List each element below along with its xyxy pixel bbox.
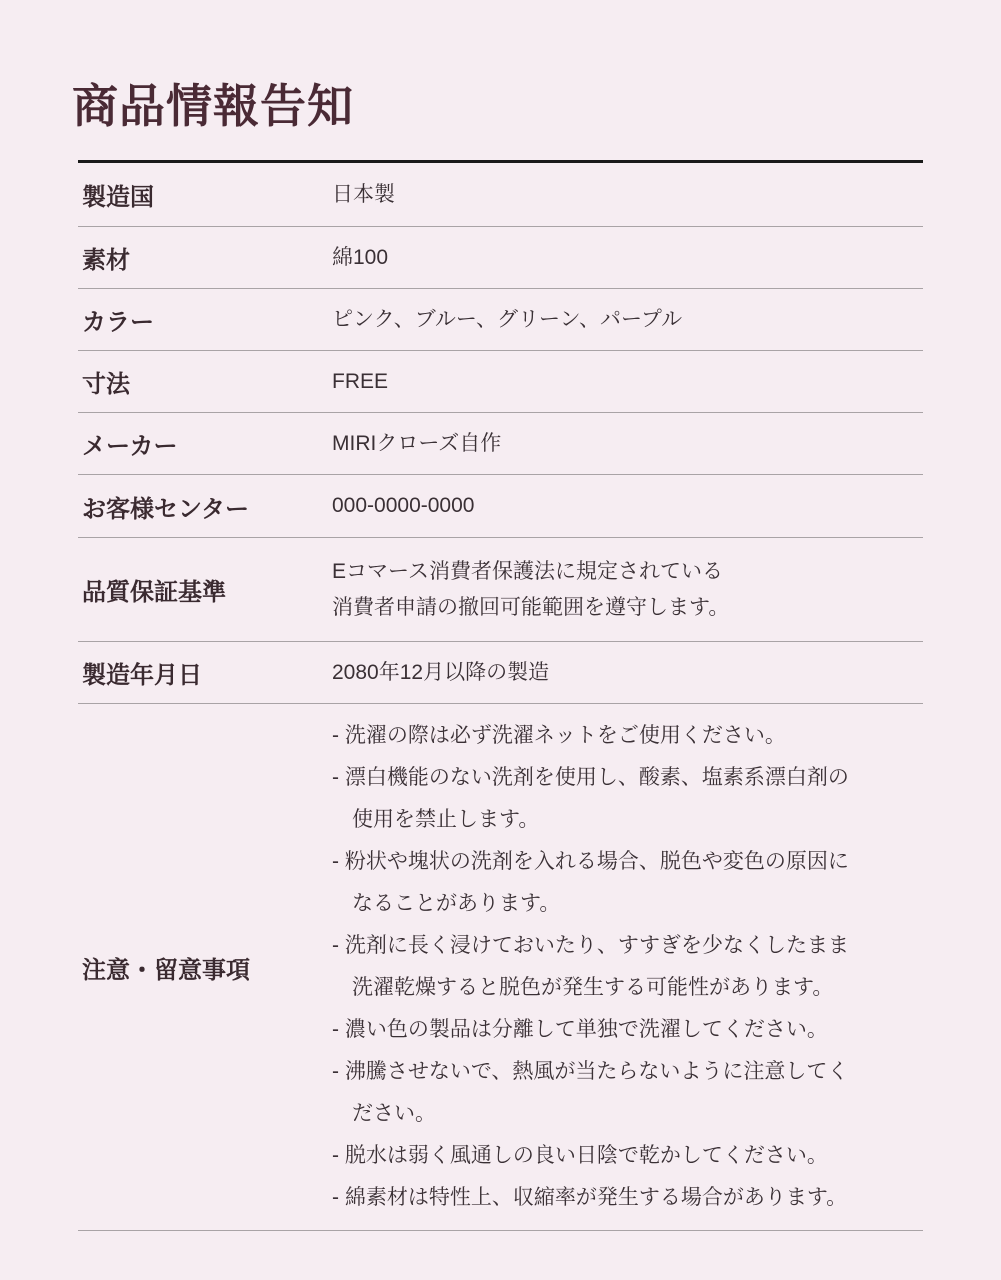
note-line: - 洗濯の際は必ず洗濯ネットをご使用ください。 — [332, 724, 786, 747]
note-item — [332, 715, 923, 757]
table-row-maker — [78, 413, 923, 475]
row-label: 注意・留意事項 — [82, 956, 250, 984]
note-line: - 粉状や塊状の洗剤を入れる場合、脱色や変色の原因に — [332, 850, 849, 873]
row-label: メーカー — [82, 433, 178, 460]
table-row-country — [78, 163, 923, 227]
value-line: FREE — [332, 369, 389, 393]
page-title: 商品情報告知 — [72, 80, 354, 132]
value-line: Eコマース消費者保護法に規定されている — [332, 559, 723, 583]
row-label: 素材 — [82, 247, 130, 274]
value-line: 2080年12月以降の製造 — [332, 660, 550, 684]
row-value — [332, 302, 923, 338]
note-item — [332, 1135, 923, 1177]
table-row-customer-center — [78, 475, 923, 538]
note-line: - 綿素材は特性上、収縮率が発生する場合があります。 — [332, 1186, 848, 1209]
note-line: - 漂白機能のない洗剤を使用し、酸素、塩素系漂白剤の — [332, 766, 849, 789]
row-label: 品質保証基準 — [82, 579, 226, 606]
table-row-notes — [78, 704, 923, 1231]
note-item — [332, 925, 923, 1009]
row-value — [332, 426, 923, 462]
note-line: - 沸騰させないで、熱風が当たらないように注意してく — [332, 1060, 849, 1083]
row-label: 製造国 — [82, 184, 154, 211]
table-row-quality — [78, 538, 923, 642]
table-row-manufacture-date — [78, 642, 923, 704]
note-item — [332, 1177, 923, 1219]
row-value — [332, 554, 923, 626]
row-label: 寸法 — [82, 371, 130, 398]
notes-list — [332, 707, 923, 1227]
product-info-table — [78, 160, 923, 1231]
row-value — [332, 240, 923, 276]
row-value — [332, 177, 923, 213]
row-value — [332, 364, 923, 400]
note-line: 洗濯乾燥すると脱色が発生する可能性があります。 — [352, 976, 834, 999]
note-line: - 洗剤に長く浸けておいたり、すすぎを少なくしたまま — [332, 934, 850, 957]
row-value — [332, 488, 923, 524]
note-line: - 脱水は弱く風通しの良い日陰で乾かしてください。 — [332, 1144, 828, 1167]
table-row-material — [78, 227, 923, 289]
table-row-color — [78, 289, 923, 351]
value-line: 消費者申請の撤回可能範囲を遵守します。 — [332, 595, 730, 619]
note-item — [332, 1009, 923, 1051]
note-line: - 濃い色の製品は分離して単独で洗濯してください。 — [332, 1018, 828, 1041]
value-line: ピンク、ブルー、グリーン、パープル — [332, 307, 683, 331]
row-label: お客様センター — [82, 495, 250, 523]
table-row-size — [78, 351, 923, 413]
note-line: ださい。 — [352, 1102, 436, 1125]
row-value — [332, 655, 923, 691]
note-line: なることがあります。 — [352, 892, 561, 915]
note-item — [332, 757, 923, 841]
value-line: 000-0000-0000 — [332, 494, 475, 517]
value-line: 日本製 — [332, 182, 395, 206]
note-line: 使用を禁止します。 — [352, 808, 540, 831]
value-line: 綿100 — [332, 245, 389, 269]
value-line: MIRIクローズ自作 — [332, 431, 502, 455]
row-label: カラー — [82, 309, 154, 336]
row-label: 製造年月日 — [82, 662, 202, 689]
note-item — [332, 841, 923, 925]
note-item — [332, 1051, 923, 1135]
